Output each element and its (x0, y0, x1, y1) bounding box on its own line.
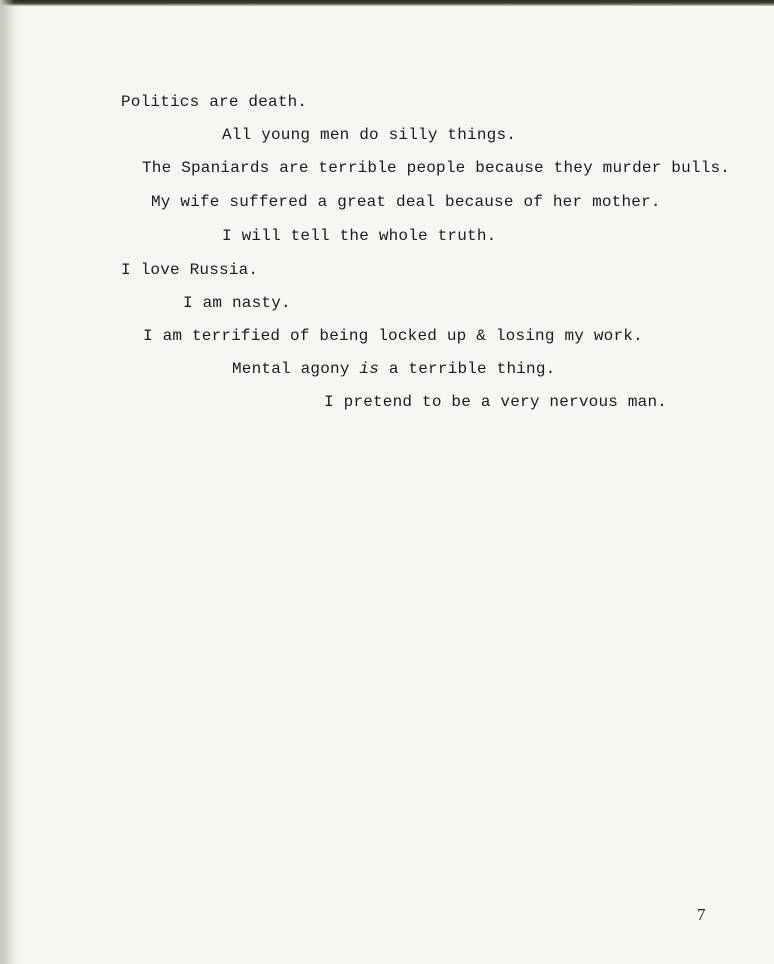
text-line-9-start: Mental agony (232, 360, 360, 378)
binding-shadow (0, 0, 14, 964)
text-line-7: I am nasty. (183, 294, 291, 312)
page-number: 7 (697, 905, 706, 924)
text-line-9-end: a terrible thing. (379, 360, 556, 378)
text-line-5: I will tell the whole truth. (222, 227, 497, 245)
text-line-9 (232, 360, 555, 378)
text-line-9-emphasis: is (359, 360, 380, 378)
text-line-4: My wife suffered a great deal because of her mother. (151, 193, 661, 211)
text-line-3: The Spaniards are terrible people because they murder bulls. (142, 159, 731, 177)
page-top-edge (0, 0, 774, 6)
text-line-10: I pretend to be a very nervous man. (324, 393, 668, 411)
text-line-2: All young men do silly things. (222, 126, 517, 144)
text-line-6: I love Russia. (121, 261, 259, 279)
text-line-1: Politics are death. (121, 93, 308, 111)
text-line-8: I am terrified of being locked up & losing my work. (143, 327, 643, 345)
